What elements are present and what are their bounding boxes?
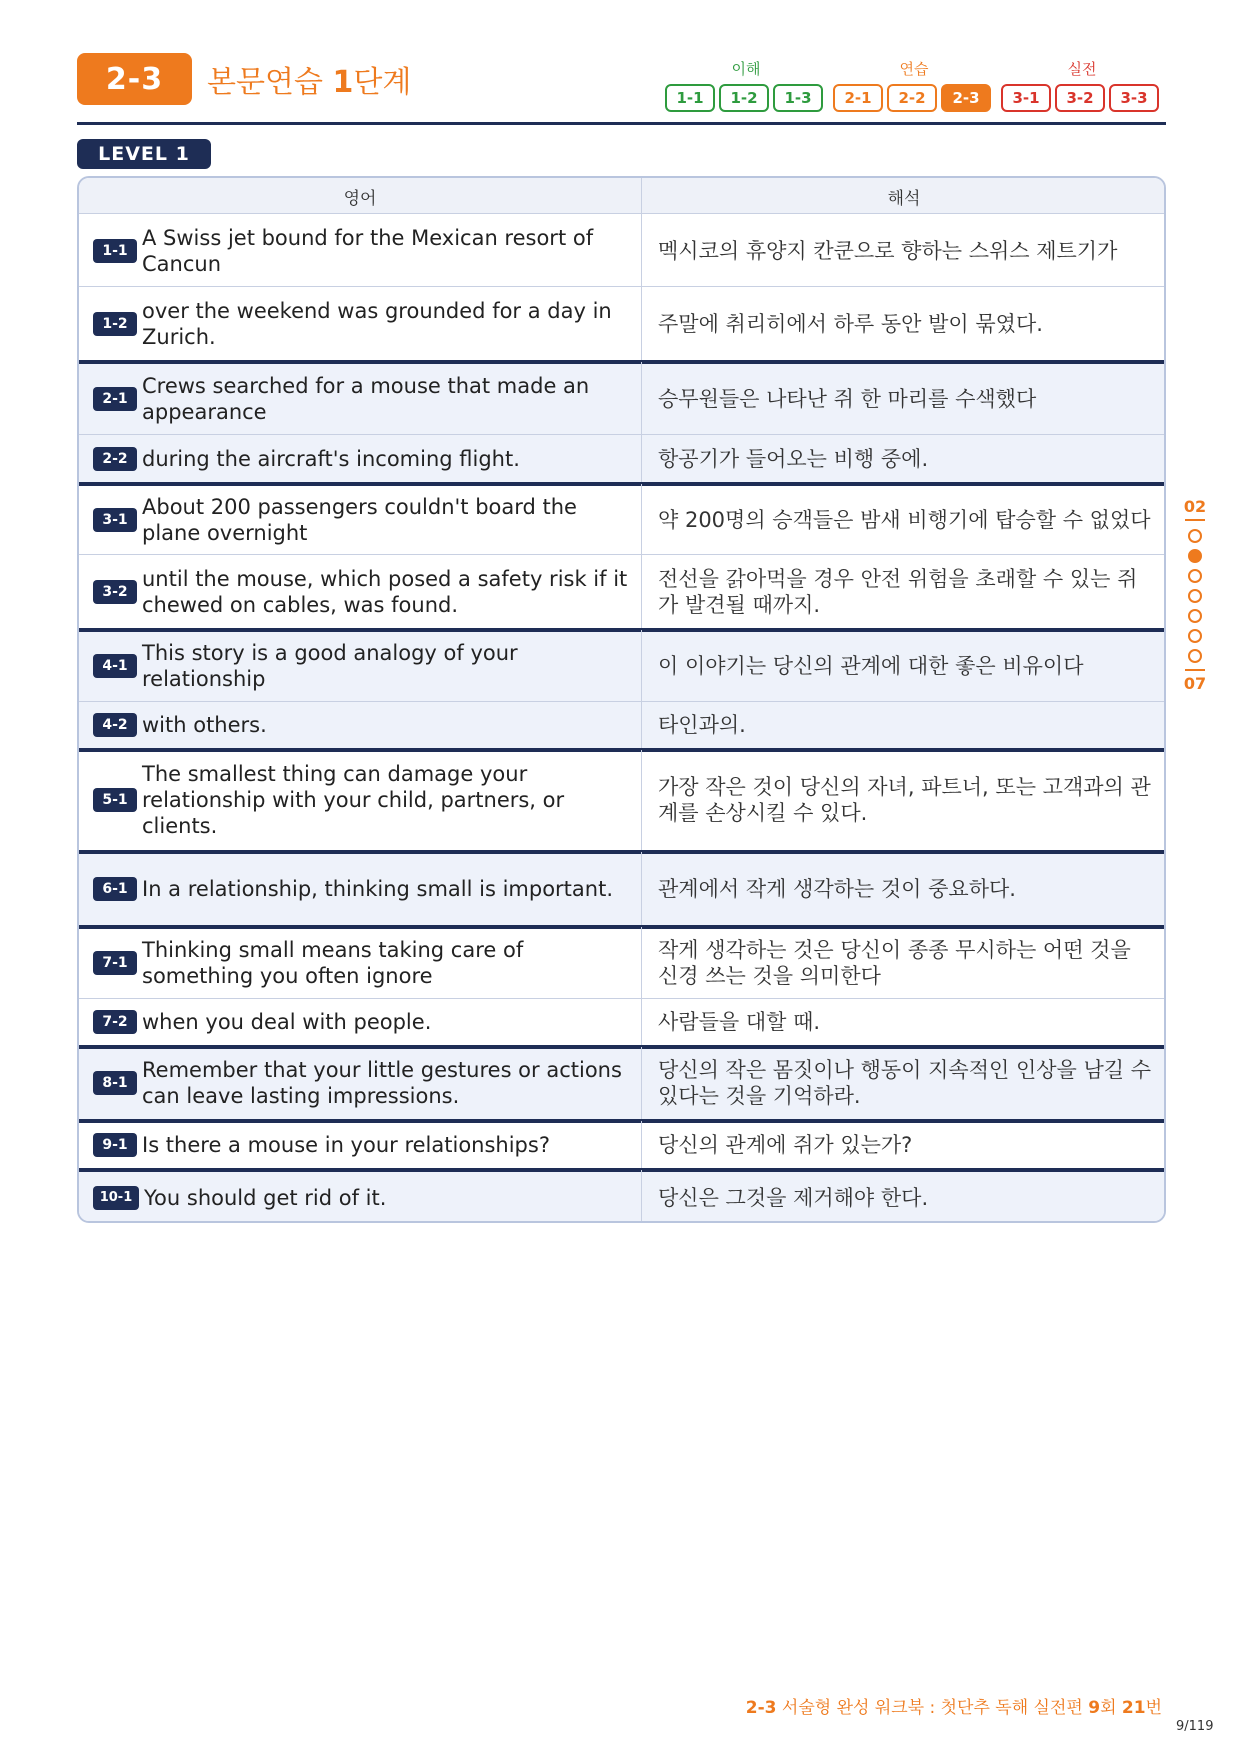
progress-dot	[1188, 529, 1202, 543]
progress-dot	[1188, 589, 1202, 603]
nav-item-3-3[interactable]: 3-3	[1109, 84, 1159, 112]
table-row	[79, 287, 1164, 360]
sentence-number: 3-2	[93, 580, 137, 604]
progress-dot-current	[1188, 549, 1202, 563]
sentence-number: 9-1	[93, 1133, 137, 1157]
footer-question: 21	[1121, 1698, 1146, 1718]
progress-dot	[1188, 629, 1202, 643]
korean-text: 가장 작은 것이 당신의 자녀, 파트너, 또는 고객과의 관계를 손상시킬 수 있다.	[658, 775, 1151, 825]
footer-caption	[746, 1693, 1162, 1718]
korean-text: 사람들을 대할 때.	[658, 1010, 821, 1034]
section-badge: 2-3	[77, 53, 192, 105]
progress-dot	[1188, 609, 1202, 623]
unit-progress-indicator	[1180, 497, 1210, 697]
english-text: A Swiss jet bound for the Mexican resort of Cancun	[142, 225, 594, 276]
korean-text: 약 200명의 승객들은 밤새 비행기에 탑승할 수 없었다	[658, 507, 1151, 532]
korean-text: 전선을 갉아먹을 경우 안전 위험을 초래할 수 있는 쥐가 발견될 때까지.	[658, 566, 1138, 617]
title-step-number: 1	[332, 65, 354, 100]
korean-text: 당신의 작은 몸짓이나 행동이 지속적인 인상을 남길 수 있다는 것을 기억하라.	[658, 1058, 1152, 1108]
korean-text: 당신은 그것을 제거해야 한다.	[658, 1185, 929, 1210]
level-label: LEVEL 1	[77, 139, 211, 169]
english-text: About 200 passengers couldn't board the plane overnight	[142, 494, 577, 545]
english-text: when you deal with people.	[142, 1010, 432, 1034]
sentence-number: 2-2	[93, 447, 137, 471]
sentence-number: 4-1	[93, 654, 137, 678]
english-text: The smallest thing can damage your relationship with your child, partners, or clients.	[142, 762, 565, 838]
sentence-number: 4-2	[93, 713, 137, 737]
nav-item-1-1[interactable]: 1-1	[665, 84, 715, 112]
table-row	[79, 435, 1164, 482]
table-row	[79, 1047, 1164, 1119]
korean-text: 당신의 관계에 쥐가 있는가?	[658, 1132, 913, 1157]
table-row	[79, 852, 1164, 925]
table-row	[79, 927, 1164, 999]
korean-text: 항공기가 들어오는 비행 중에.	[658, 446, 929, 471]
korean-text: 작게 생각하는 것은 당신이 종종 무시하는 어떤 것을 신경 쓰는 것을 의미한다	[658, 938, 1131, 988]
korean-text: 관계에서 작게 생각하는 것이 중요하다.	[658, 876, 1016, 901]
progress-dot	[1188, 649, 1202, 663]
nav-item-3-2[interactable]: 3-2	[1055, 84, 1105, 112]
sentence-number: 5-1	[93, 788, 137, 812]
nav-group-label: 이해	[731, 60, 761, 78]
korean-text: 주말에 취리히에서 하루 동안 발이 묶였다.	[658, 311, 1043, 336]
table-row	[79, 630, 1164, 702]
nav-item-1-3[interactable]: 1-3	[773, 84, 823, 112]
table-row	[79, 1170, 1164, 1223]
footer-code: 2-3	[745, 1698, 777, 1718]
korean-text: 멕시코의 휴양지 칸쿤으로 향하는 스위스 제트기가	[658, 238, 1118, 263]
nav-group-label: 연습	[899, 60, 929, 78]
sentence-number: 7-2	[93, 1010, 137, 1034]
title-prefix: 본문연습	[207, 65, 333, 100]
table-header	[79, 178, 1164, 214]
table-row	[79, 750, 1164, 850]
table-row	[79, 484, 1164, 555]
table-row	[79, 362, 1164, 435]
footer-text: 회	[1100, 1698, 1122, 1718]
footer-text: 번	[1145, 1698, 1162, 1718]
english-text: until the mouse, which posed a safety risk if it chewed on cables, was found.	[142, 566, 628, 617]
nav-item-1-2[interactable]: 1-2	[719, 84, 769, 112]
sentence-number: 8-1	[93, 1071, 137, 1095]
english-text: You should get rid of it.	[144, 1185, 387, 1210]
sentence-number: 1-1	[93, 239, 137, 263]
table-row	[79, 214, 1164, 287]
english-text: Remember that your little gestures or actions can leave lasting impressions.	[142, 1058, 622, 1108]
english-text: Is there a mouse in your relationships?	[142, 1132, 550, 1157]
english-text: with others.	[142, 713, 267, 737]
footer-text: 서술형 완성 워크북 : 첫단추 독해 실전편	[776, 1698, 1089, 1718]
unit-end-number: 07	[1183, 674, 1207, 693]
sentence-number: 10-1	[93, 1186, 139, 1210]
english-text: over the weekend was grounded for a day in Zurich.	[142, 298, 612, 349]
english-text: This story is a good analogy of your relationship	[142, 641, 518, 691]
english-text: during the aircraft's incoming flight.	[142, 446, 520, 471]
progress-dot	[1188, 569, 1202, 583]
english-text: Thinking small means taking care of something you often ignore	[142, 938, 524, 988]
nav-item-3-1[interactable]: 3-1	[1001, 84, 1051, 112]
korean-text: 이 이야기는 당신의 관계에 대한 좋은 비유이다	[658, 654, 1084, 678]
nav-item-2-2[interactable]: 2-2	[887, 84, 937, 112]
unit-start-number: 02	[1183, 497, 1207, 516]
title-suffix: 단계	[353, 65, 412, 100]
english-text: In a relationship, thinking small is important.	[142, 876, 613, 901]
sentence-number: 2-1	[93, 387, 137, 411]
table-row	[79, 999, 1164, 1045]
table-row	[79, 702, 1164, 748]
header-divider	[77, 122, 1166, 125]
sentence-number: 6-1	[93, 877, 137, 901]
nav-item-2-1[interactable]: 2-1	[833, 84, 883, 112]
page-title	[207, 57, 411, 101]
header-korean: 해석	[887, 188, 921, 209]
footer-round: 9	[1088, 1698, 1101, 1718]
sentence-number: 7-1	[93, 951, 137, 975]
header-english: 영어	[79, 178, 642, 214]
table-row	[79, 1121, 1164, 1168]
korean-text: 타인과의.	[658, 713, 746, 737]
english-text: Crews searched for a mouse that made an appearance	[142, 373, 590, 424]
nav-item-2-3[interactable]: 2-3	[941, 84, 991, 112]
korean-text: 승무원들은 나타난 쥐 한 마리를 수색했다	[658, 386, 1037, 411]
nav-group-label: 실전	[1067, 60, 1097, 78]
sentence-number: 1-2	[93, 312, 137, 336]
table-row	[79, 555, 1164, 628]
page-number: 9/119	[1176, 1719, 1214, 1734]
translation-table	[77, 176, 1166, 1223]
sentence-number: 3-1	[93, 508, 137, 532]
